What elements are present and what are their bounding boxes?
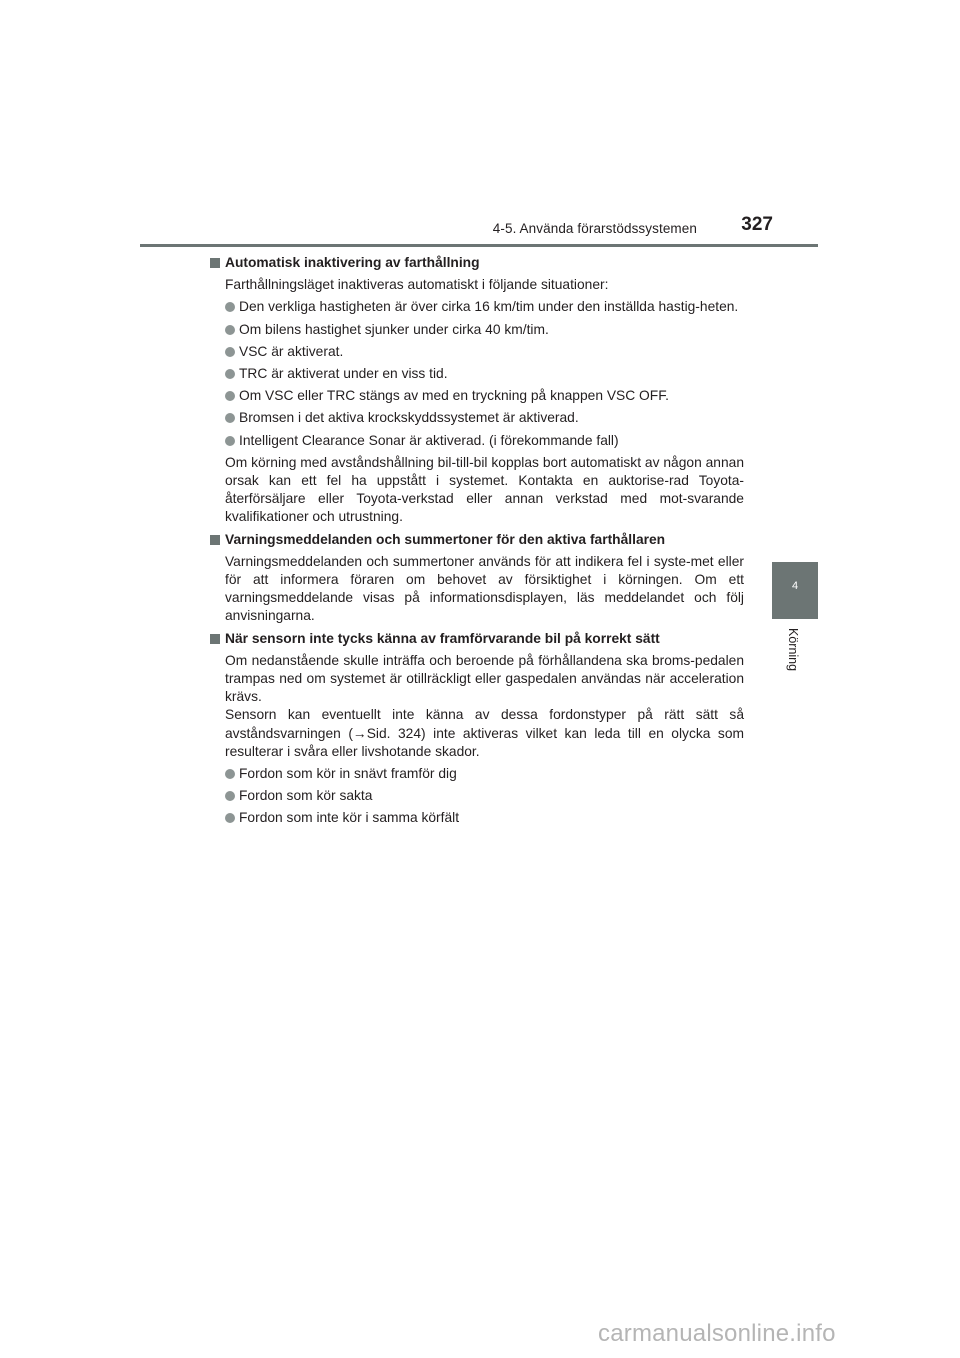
list-item (210, 809, 744, 827)
bullet-dot-icon (225, 769, 235, 779)
list-item-text: Om bilens hastighet sjunker under cirka 40 km/tim. (239, 321, 549, 337)
section-heading-text: Automatisk inaktivering av farthållning (225, 255, 480, 270)
list-item-text: Den verkliga hastigheten är över cirka 16 km/tim under den inställda hastig-heten. (239, 299, 739, 315)
page-content (210, 254, 744, 828)
paragraph: Om nedanstående skulle inträffa och beroende på förhållandena ska broms-pedalen trampas ned om systemet är otillräckligt eller gaspedalen användas när acceleration krävs. (225, 652, 744, 705)
chapter-number: 4 (791, 580, 799, 592)
header-divider (140, 244, 818, 247)
bullet-dot-icon (225, 436, 235, 446)
list-item-text: TRC är aktiverat under en viss tid. (239, 366, 448, 382)
list-item-text: Fordon som inte kör i samma körfält (239, 810, 460, 826)
chapter-tab (772, 562, 818, 619)
list-item-text: Om VSC eller TRC stängs av med en tryckning på knappen VSC OFF. (239, 388, 669, 404)
page-number: 327 (741, 214, 773, 235)
paragraph: Sensorn kan eventuellt inte känna av dessa fordonstyper på rätt sätt så avståndsvarningen (→Sid. 324) inte aktiveras vilket kan leda till en olycka som resulterar i svåra eller livshotande skador. (225, 707, 744, 759)
paragraph: Farthållningsläget inaktiveras automatiskt i följande situationer: (225, 277, 609, 293)
bullet-dot-icon (225, 325, 235, 335)
bullet-dot-icon (225, 302, 235, 312)
list-item-text: Fordon som kör in snävt framför dig (239, 766, 457, 782)
list-item-text: Bromsen i det aktiva krockskyddssystemet är aktiverad. (239, 410, 579, 426)
list-item (210, 765, 744, 783)
bullet-dot-icon (225, 347, 235, 357)
chapter-label (786, 628, 802, 688)
bullet-dot-icon (225, 813, 235, 823)
section-heading (210, 531, 744, 549)
section-heading-text: När sensorn inte tycks känna av framförvarande bil på korrekt sätt (225, 630, 660, 646)
page-header (140, 214, 818, 244)
section-title: 4-5. Använda förarstödssystemen (492, 221, 697, 236)
section-heading-text: Varningsmeddelanden och summertoner för den aktiva farthållaren (225, 531, 666, 547)
section-heading (210, 254, 744, 272)
watermark: carmanualsonline.info (598, 1320, 836, 1347)
list-item (210, 432, 744, 450)
paragraph: Varningsmeddelanden och summertoner används för att indikera fel i syste-met eller för att informera föraren om behovet av försiktighet i körningen. Om ett varningsmeddelande visas på informationsdisplayen, läs meddelandet och följ anvisningarna. (225, 553, 744, 624)
square-bullet-icon (210, 258, 220, 268)
list-item (210, 321, 744, 339)
list-item (210, 365, 744, 383)
square-bullet-icon (210, 634, 220, 644)
chapter-label-text: Körning (786, 628, 800, 672)
bullet-dot-icon (225, 369, 235, 379)
bullet-dot-icon (225, 413, 235, 423)
section-heading (210, 630, 744, 648)
bullet-dot-icon (225, 391, 235, 401)
square-bullet-icon (210, 535, 220, 545)
paragraph: Om körning med avståndshållning bil-till-bil kopplas bort automatiskt av någon annan orsak kan ett fel ha uppstått i systemet. Kontakta en auktorise-rad Toyota-återförsäljare eller Toyota-verkstad eller annan verkstad med mot-svarande kvalifikationer och utrustning. (225, 454, 744, 525)
list-item (210, 787, 744, 805)
list-item-text: VSC är aktiverat. (239, 343, 344, 359)
list-item-text: Fordon som kör sakta (239, 788, 373, 804)
bullet-dot-icon (225, 791, 235, 801)
list-item-text: Intelligent Clearance Sonar är aktiverad. (i förekommande fall) (239, 432, 619, 448)
list-item (210, 387, 744, 405)
list-item (210, 343, 744, 361)
list-item (210, 298, 744, 316)
list-item (210, 409, 744, 427)
